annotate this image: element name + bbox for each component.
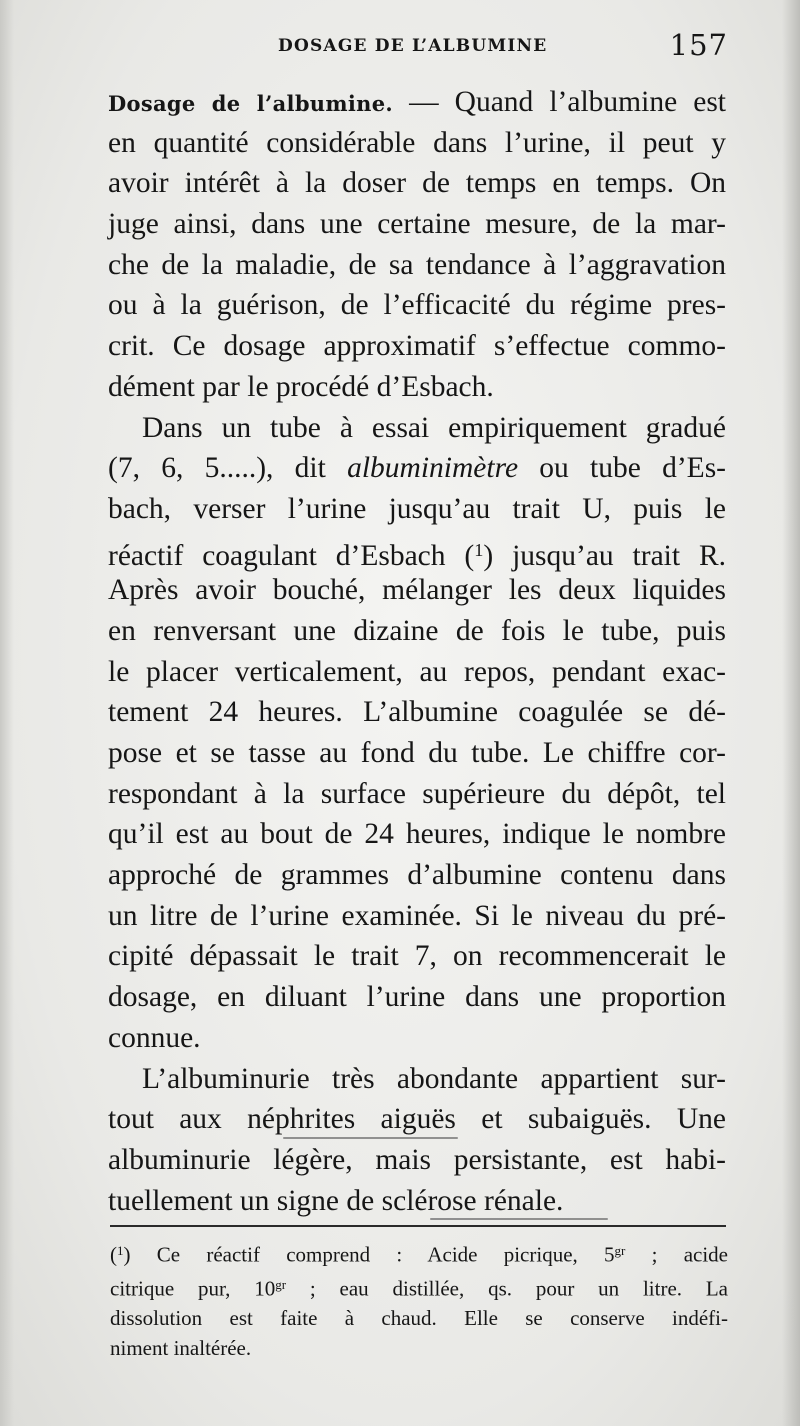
text-line: connue. <box>108 1021 201 1054</box>
footnote <box>110 1236 728 1363</box>
text-line: Dans un tube à essai empiriquement gradué <box>142 411 726 444</box>
text-line: che de la maladie, de sa tendance à l’aggravation <box>108 248 726 281</box>
text-line: dément par le procédé d’Esbach. <box>108 370 494 403</box>
text-line: un litre de l’urine examinée. Si le niveau du pré- <box>108 899 726 932</box>
text-line: albuminurie légère, mais persistante, est habi- <box>108 1143 726 1176</box>
page-edge-right <box>782 0 800 1426</box>
text-line: approché de grammes d’albumine contenu dans <box>108 859 726 892</box>
text-line: pose et se tasse au fond du tube. Le chiffre cor- <box>108 737 726 769</box>
text-line: crit. Ce dosage approximatif s’effectue commo- <box>108 330 726 363</box>
text-line: (7, 6, 5.....), dit albuminimètre ou tube d’Es- <box>108 452 727 485</box>
footnote-line: citrique pur, $10^{gr}$ ; eau distillée, qs. pour un litre. La <box>110 1276 729 1301</box>
text-line: réactif coagulant d’Esbach ($^1$) jusqu’au trait R. <box>108 539 726 572</box>
page-header <box>108 30 728 70</box>
running-head: DOSAGE DE L’ALBUMINE <box>278 36 548 56</box>
text-line: avoir intérêt à la doser de temps en temps. On <box>108 167 726 200</box>
section-heading: Dosage de l’albumine. <box>108 91 394 116</box>
page-number: 157 <box>669 28 728 62</box>
text-line: dosage, en diluant l’urine dans une proportion <box>108 981 726 1014</box>
pencil-underline <box>283 1137 458 1139</box>
footnote-line: dissolution est faite à chaud. Elle se conserve indéfi- <box>110 1306 728 1330</box>
footnote-rule <box>110 1225 726 1227</box>
text-line: le placer verticalement, au repos, pendant exac- <box>108 655 726 688</box>
text-line: tout aux néphrites aiguës et subaiguës. Une <box>108 1103 726 1136</box>
text-line: Après avoir bouché, mélanger les deux liquides <box>108 574 726 607</box>
text-line: tement 24 heures. L’albumine coagulée se dé- <box>108 696 726 729</box>
page-edge-left <box>0 0 14 1426</box>
footnote-ref: 1 <box>474 539 484 560</box>
pencil-underline <box>430 1218 608 1220</box>
italic-term: albuminimètre <box>347 452 519 485</box>
text-line: en quantité considérable dans l’urine, il peut y <box>108 126 726 159</box>
text-line: Dosage de l’albumine. — Quand l’albumine est <box>108 86 726 118</box>
text-line: respondant à la surface supérieure du dépôt, tel <box>108 777 726 810</box>
footnote-line: niment inaltérée. <box>110 1335 252 1360</box>
text-line: juge ainsi, dans une certaine mesure, de la mar- <box>108 208 726 241</box>
body-text <box>108 82 726 1221</box>
text-line: en renversant une dizaine de fois le tube, puis <box>108 614 726 647</box>
text-line: L’albuminurie très abondante appartient sur- <box>142 1062 726 1095</box>
text-line: tuellement un signe de sclérose rénale. <box>108 1184 564 1217</box>
text-line: cipité dépassait le trait 7, on recommencerait le <box>108 940 726 973</box>
text-line: bach, verser l’urine jusqu’au trait U, puis le <box>108 492 726 525</box>
text-line: qu’il est au bout de 24 heures, indique le nombre <box>108 818 726 851</box>
footnote-line: ($^1$) Ce réactif comprend : Acide picrique, $5^{gr}$ ; acide <box>110 1242 728 1267</box>
text-line: ou à la guérison, de l’efficacité du régime pres- <box>108 289 726 322</box>
footnote-marker: 1 <box>117 1243 124 1258</box>
